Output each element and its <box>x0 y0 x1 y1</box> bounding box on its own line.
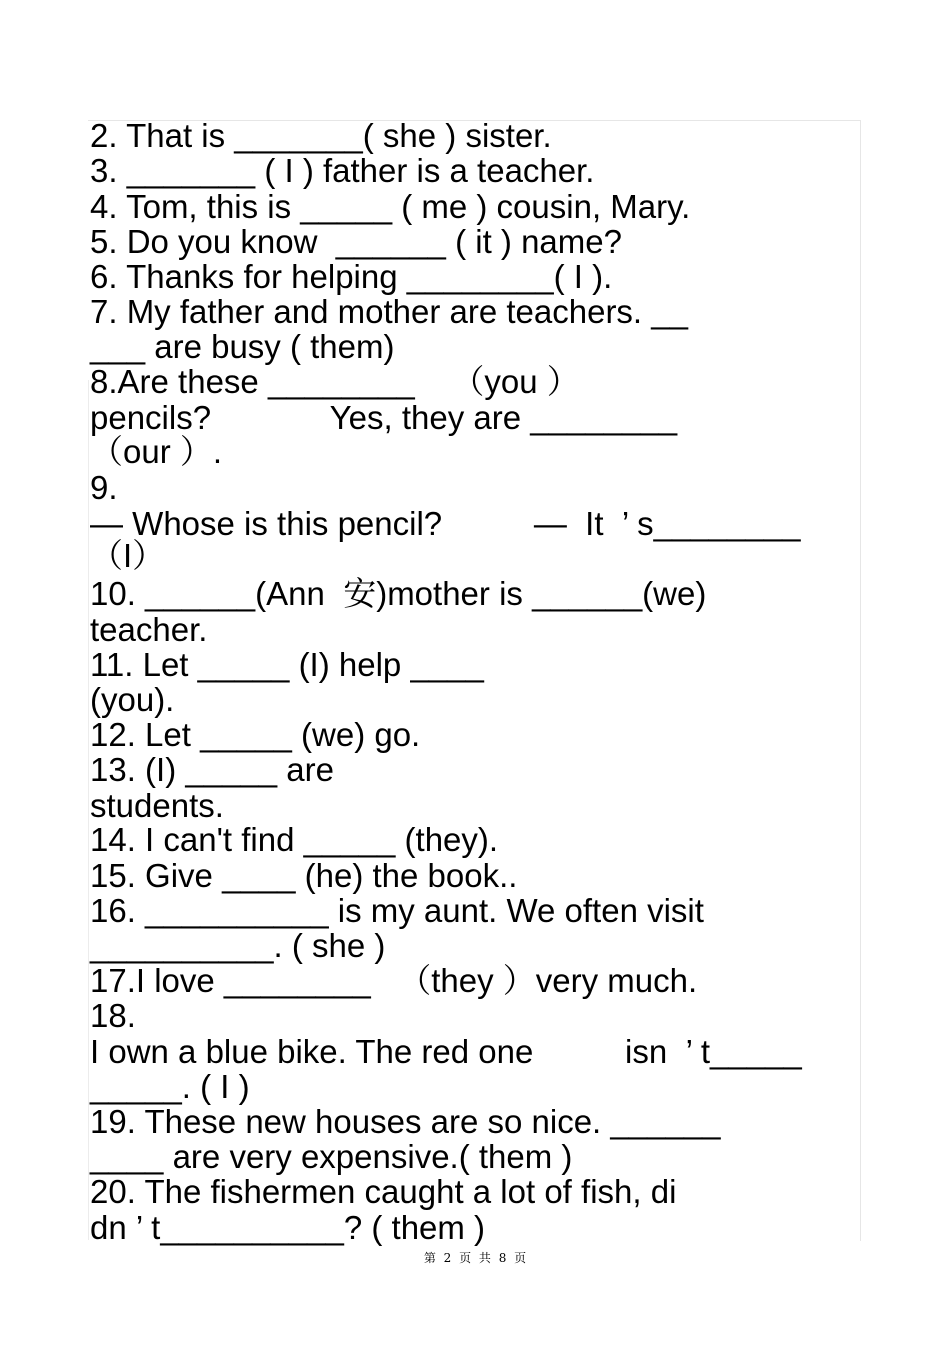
exercise-line: teacher. <box>90 611 208 648</box>
exercise-line: （our ）. <box>90 433 223 470</box>
exercise-line: 12. Let _____ (we) go. <box>90 716 421 753</box>
exercise-line: 5. Do you know ______ ( it ) name? <box>90 223 622 260</box>
exercise-line: pencils? Yes, they are ________ <box>90 399 678 436</box>
exercise-line: 9. <box>90 469 118 506</box>
exercise-line: __________. ( she ) <box>90 927 386 964</box>
exercise-line: _____. ( I ) <box>90 1068 250 1105</box>
page-frame-left-edge <box>88 380 89 1240</box>
exercise-line: 16. __________ is my aunt. We often visit <box>90 892 704 929</box>
exercise-line: 19. These new houses are so nice. ______ <box>90 1103 721 1140</box>
exercise-line: 15. Give ____ (he) the book.. <box>90 857 518 894</box>
exercise-line: 11. Let _____ (I) help ____ <box>90 646 484 683</box>
exercise-line: (you). <box>90 681 175 718</box>
exercise-line: 4. Tom, this is _____ ( me ) cousin, Mary. <box>90 188 691 225</box>
exercise-line: dn ’ t__________? ( them ) <box>90 1209 486 1246</box>
exercise-line: 8.Are these ________ （you ） <box>90 363 580 400</box>
exercise-line: 13. (I) _____ are <box>90 751 334 788</box>
exercise-line: 10. ______(Ann 安)mother is ______(we) <box>90 575 707 612</box>
exercise-line: students. <box>90 787 224 824</box>
exercise-line: 2. That is _______( she ) sister. <box>90 117 552 154</box>
exercise-line: 17.I love ________ （they ）very much. <box>90 962 698 999</box>
exercise-line: 3. _______ ( I ) father is a teacher. <box>90 152 595 189</box>
exercise-line: — Whose is this pencil? — It ’ s________ <box>90 505 801 542</box>
exercise-line: 14. I can't find _____ (they). <box>90 821 499 858</box>
exercise-line: 6. Thanks for helping ________( I ). <box>90 258 613 295</box>
page-footer: 第 2 页 共 8 页 <box>423 1251 527 1265</box>
exercise-line: I own a blue bike. The red one isn ’ t_____ <box>90 1033 802 1070</box>
exercise-line: 18. <box>90 997 136 1034</box>
exercise-line: 7. My father and mother are teachers. __ <box>90 293 688 330</box>
exercise-line: 20. The fishermen caught a lot of fish, di <box>90 1173 677 1210</box>
exercise-line: ___ are busy ( them) <box>90 328 395 365</box>
exercise-line: （I） <box>90 537 166 574</box>
exercise-line: ____ are very expensive.( them ) <box>90 1138 573 1175</box>
